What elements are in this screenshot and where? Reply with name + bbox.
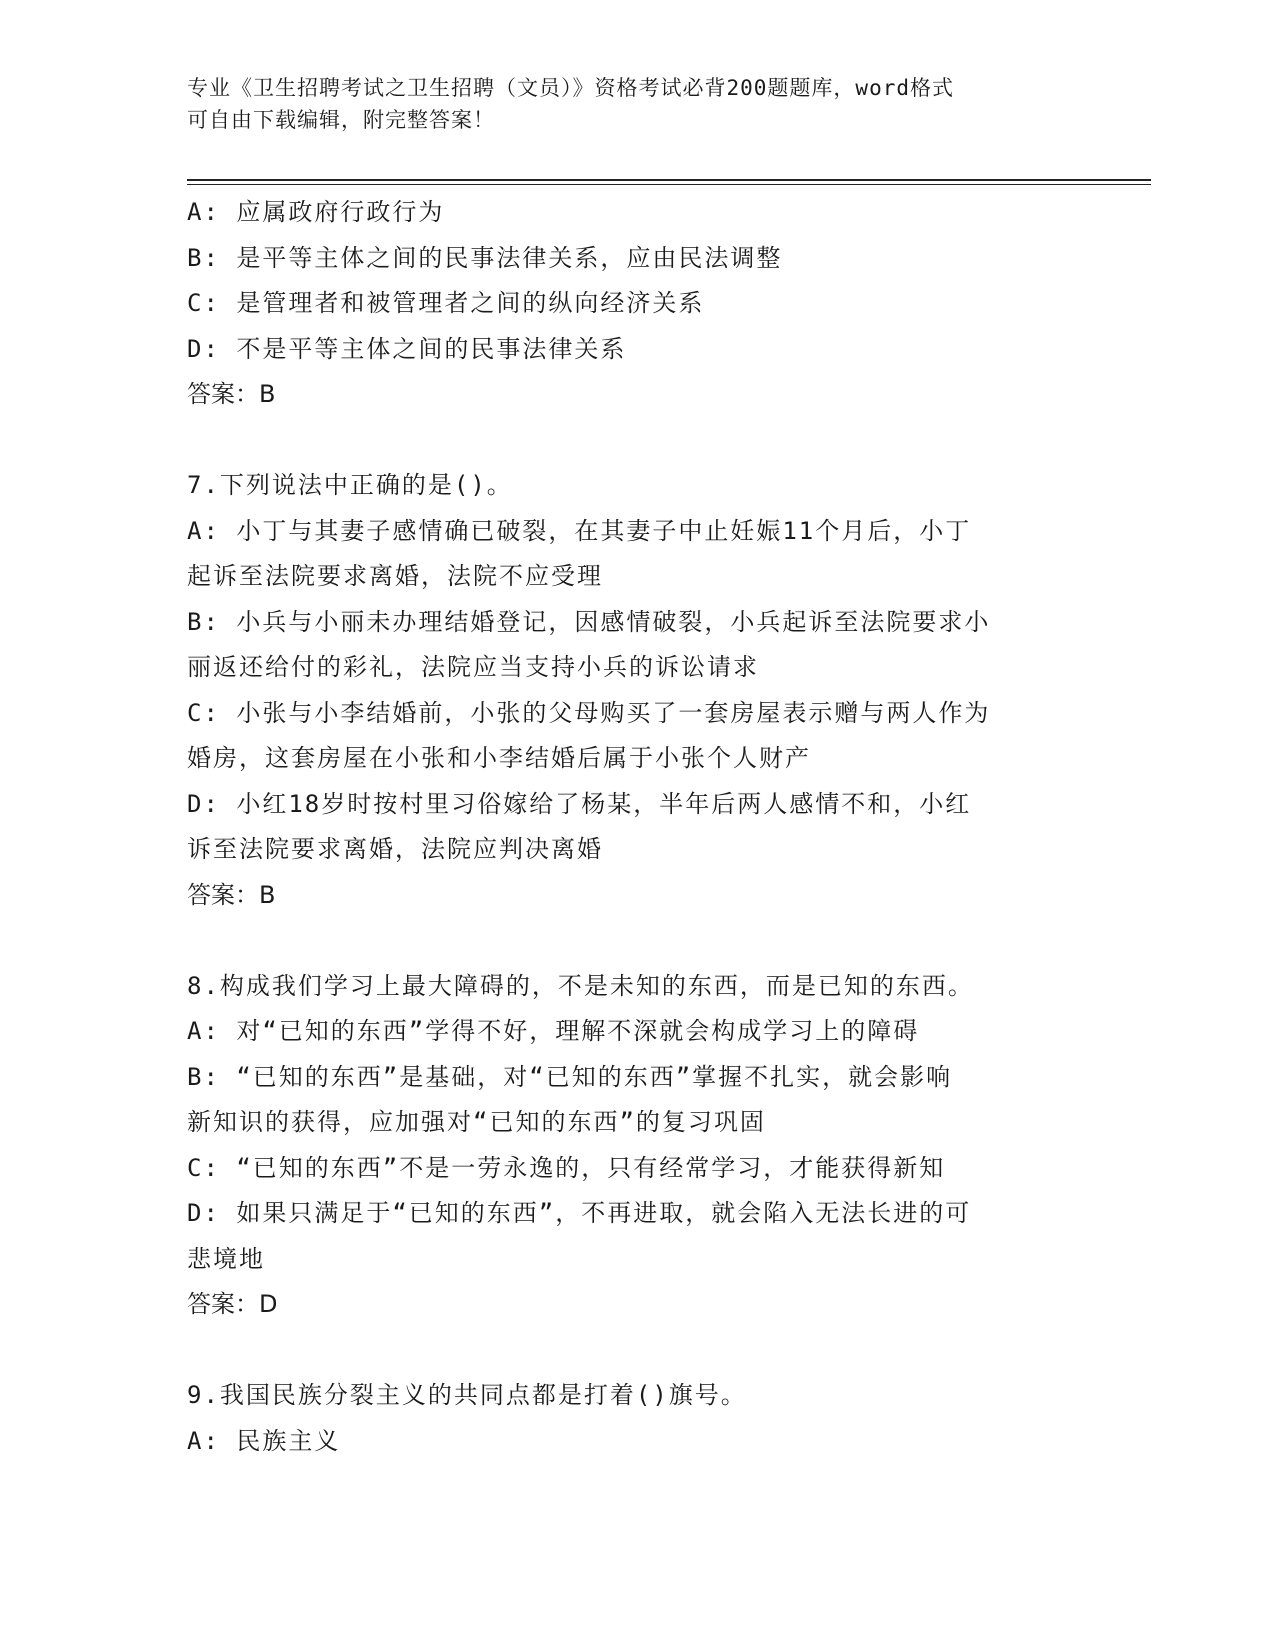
option-line: 诉至法院要求离婚，法院应判决离婚 — [187, 835, 603, 863]
option-a: A: 应属政府行政行为 — [187, 198, 445, 226]
option-d: D: 不是平等主体之间的民事法律关系 — [187, 334, 627, 363]
option-line: A: 对“已知的东西”学得不好，理解不深就会构成学习上的障碍 — [187, 1017, 920, 1045]
option-c: C: 是管理者和被管理者之间的纵向经济关系 — [187, 289, 705, 317]
option-line: 起诉至法院要求离婚，法院不应受理 — [187, 562, 603, 590]
option-line: A: 民族主义 — [187, 1426, 341, 1455]
option-line: 丽返还给付的彩礼，法院应当支持小兵的诉讼请求 — [187, 653, 759, 681]
question-7-block — [187, 463, 1087, 918]
spacer — [187, 918, 1087, 964]
spacer — [187, 1328, 1087, 1374]
answer-line: 答案：B — [187, 380, 276, 408]
option-line: 新知识的获得，应加强对“已知的东西”的复习巩固 — [187, 1108, 766, 1136]
question-text: 7.下列说法中正确的是()。 — [187, 471, 513, 499]
answer-line: 答案：D — [187, 1290, 278, 1318]
option-b: B: 是平等主体之间的民事法律关系，应由民法调整 — [187, 243, 783, 272]
answer-line: 答案：B — [187, 880, 276, 909]
option-line: B: “已知的东西”是基础，对“已知的东西”掌握不扎实，就会影响 — [187, 1062, 953, 1091]
question-text: 9.我国民族分裂主义的共同点都是打着()旗号。 — [187, 1381, 747, 1409]
option-line: 悲境地 — [187, 1244, 265, 1273]
option-line: C: “已知的东西”不是一劳永逸的，只有经常学习，才能获得新知 — [187, 1153, 946, 1182]
question-text: 8.构成我们学习上最大障碍的，不是未知的东西，而是已知的东西。 — [187, 971, 974, 1000]
header-line-1: 专业《卫生招聘考试之卫生招聘（文员）》资格考试必背200题题库，word格式 — [187, 76, 954, 100]
option-line: 婚房，这套房屋在小张和小李结婚后属于小张个人财产 — [187, 744, 811, 772]
option-line: B: 小兵与小丽未办理结婚登记，因感情破裂，小兵起诉至法院要求小 — [187, 607, 991, 636]
header-divider-thin — [187, 184, 1151, 185]
header-divider-thick — [187, 179, 1151, 181]
question-8-block — [187, 964, 1087, 1328]
spacer — [187, 418, 1087, 464]
header-line-2: 可自由下载编辑，附完整答案！ — [187, 108, 495, 132]
document-header — [187, 72, 1087, 136]
option-line: D: 如果只满足于“已知的东西”，不再进取，就会陷入无法长进的可 — [187, 1199, 972, 1227]
question-9-block — [187, 1373, 1087, 1464]
option-line: A: 小丁与其妻子感情确已破裂，在其妻子中止妊娠11个月后，小丁 — [187, 516, 972, 545]
question-6-block — [187, 190, 1087, 418]
option-line: C: 小张与小李结婚前，小张的父母购买了一套房屋表示赠与两人作为 — [187, 698, 991, 727]
option-line: D: 小红18岁时按村里习俗嫁给了杨某，半年后两人感情不和，小红 — [187, 789, 972, 818]
document-body — [187, 190, 1087, 1464]
